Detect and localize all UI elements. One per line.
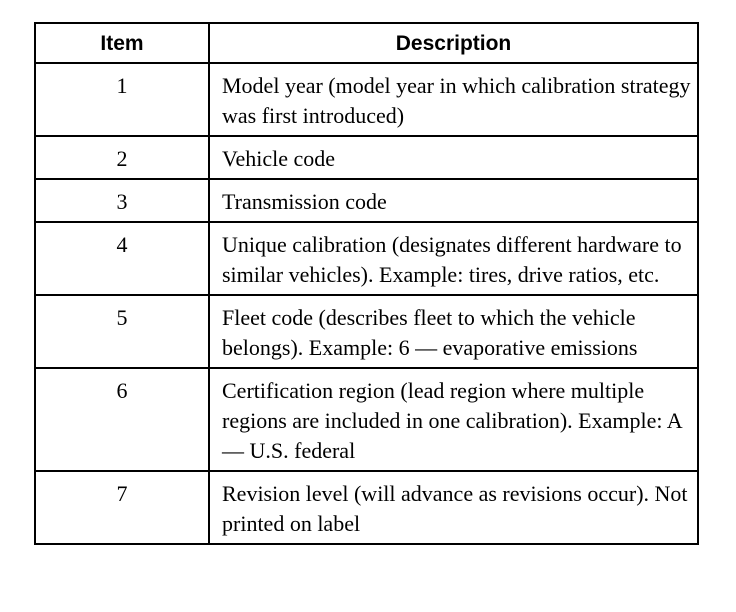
table-row <box>35 295 698 368</box>
column-header-description: Description <box>209 23 698 63</box>
table-row <box>35 471 698 544</box>
table-row <box>35 136 698 179</box>
item-number-cell: 2 <box>35 136 209 179</box>
table-row <box>35 368 698 471</box>
item-number-cell: 4 <box>35 222 209 295</box>
description-cell: Transmission code <box>209 179 698 222</box>
description-cell: Model year (model year in which calibration strategy was first introduced) <box>209 63 698 136</box>
item-number-cell: 7 <box>35 471 209 544</box>
description-cell: Certification region (lead region where multiple regions are included in one calibration). Example: A — U.S. federal <box>209 368 698 471</box>
description-cell: Revision level (will advance as revisions occur). Not printed on label <box>209 471 698 544</box>
item-number-cell: 6 <box>35 368 209 471</box>
description-cell: Unique calibration (designates different hardware to similar vehicles). Example: tires, drive ratios, etc. <box>209 222 698 295</box>
column-header-item: Item <box>35 23 209 63</box>
table-row <box>35 222 698 295</box>
calibration-table <box>34 22 699 545</box>
item-number-cell: 5 <box>35 295 209 368</box>
description-cell: Fleet code (describes fleet to which the vehicle belongs). Example: 6 — evaporative emissions <box>209 295 698 368</box>
description-cell: Vehicle code <box>209 136 698 179</box>
table-row <box>35 63 698 136</box>
table-row <box>35 179 698 222</box>
item-number-cell: 3 <box>35 179 209 222</box>
item-number-cell: 1 <box>35 63 209 136</box>
table-header-row <box>35 23 698 63</box>
